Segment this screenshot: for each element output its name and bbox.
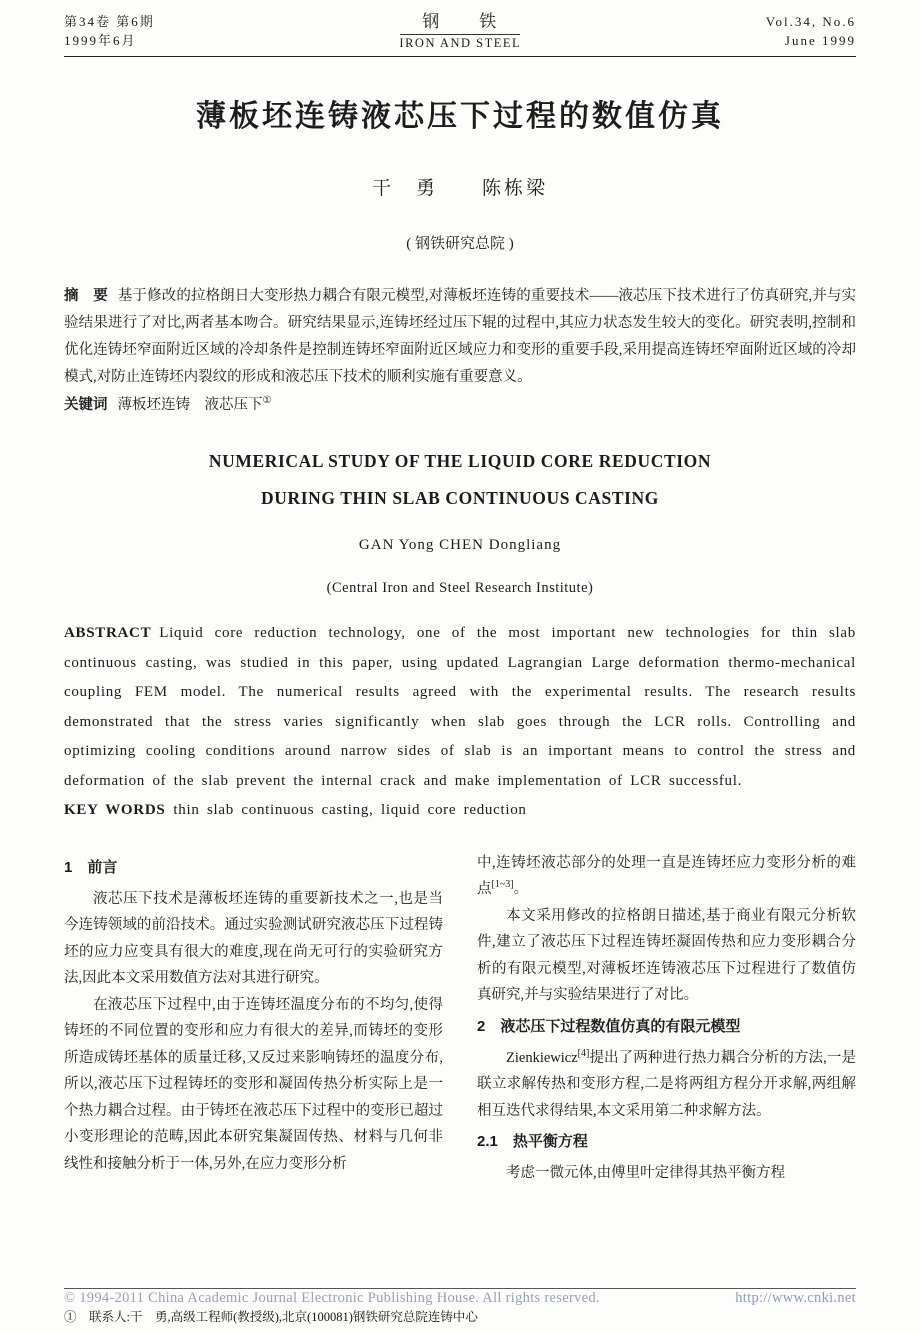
section-2-1-heading: 2.1 热平衡方程 bbox=[477, 1133, 588, 1150]
header-rule bbox=[64, 56, 856, 57]
abstract-cn-text: 基于修改的拉格朗日大变形热力耦合有限元模型,对薄板坯连铸的重要技术——液芯压下技术进行了仿真研究,并与实验结果进行了对比,两者基本吻合。研究结果显示,连铸坯经过压下辊的过程中,其应力状态发生较大的变化。研究表明,控制和优化连铸坯窄面附近区域的冷却条件是控制连铸坯窄面附近区域应力和变形的重要手段,采用提高连铸坯窄面附近区域的冷却模式,对防止连铸坯内裂纹的形成和液芯压下技术的顺利实施有重要意义。 bbox=[64, 288, 857, 385]
page-footer bbox=[64, 1288, 856, 1326]
journal-title-en: IRON AND STEEL bbox=[399, 36, 522, 50]
header-left bbox=[64, 12, 155, 50]
watermark-url: http://www.cnki.net bbox=[735, 1290, 856, 1306]
authors-en: GAN Yong CHEN Dongliang bbox=[358, 537, 562, 553]
contact-footnote: ① 联系人:干 勇,高级工程师(教授级),北京(100081)钢铁研究总院连铸中心 bbox=[64, 1310, 478, 1324]
affiliation-cn: ( 钢铁研究总院 ) bbox=[406, 236, 514, 252]
abstract-en-label: ABSTRACT bbox=[64, 625, 152, 641]
affiliation-en: (Central Iron and Steel Research Institute) bbox=[326, 580, 594, 596]
paragraph-s2-p1-text: 提出了两种进行热力耦合分析的方法,一是联立求解传热和变形方程,二是将两组方程分开求解,两组解相互迭代求得结果,本文采用第二种求解方法。 bbox=[477, 1049, 856, 1119]
keywords-en bbox=[64, 796, 856, 826]
paragraph-s1-p3 bbox=[477, 850, 856, 903]
header-right bbox=[766, 12, 856, 50]
paragraph-s1-p3-end: 。 bbox=[513, 881, 529, 897]
body-columns bbox=[64, 850, 856, 1187]
journal-header bbox=[64, 10, 856, 51]
paragraph-s1-p3-text: 中,连铸坯液芯部分的处理一直是连铸坯应力变形分析的难点 bbox=[477, 854, 856, 897]
abstract-cn bbox=[64, 283, 856, 391]
paragraph-s2-p1-author: Zienkiewicz bbox=[506, 1049, 578, 1066]
abstract-cn-label: 摘 要 bbox=[64, 288, 108, 304]
journal-title-cn: 钢 铁 bbox=[422, 12, 499, 31]
article-title-en bbox=[64, 443, 856, 517]
cnki-watermark bbox=[64, 1290, 856, 1307]
footnote-ref-mark: ① bbox=[262, 395, 272, 407]
citation-ref-4: [4] bbox=[577, 1047, 590, 1059]
article-title-cn: 薄板坯连铸液芯压下过程的数值仿真 bbox=[196, 100, 724, 133]
paragraph-s1-p2: 在液芯压下过程中,由于连铸坯温度分布的不均匀,使得铸坯的不同位置的变形和应力有很大的差异,而铸坯的变形所造成铸坯基体的质量迁移,又反过来影响铸坯的温度分布,所以,液芯压下过程铸坯的变形和凝固传热分析实际上是一个热力耦合过程。由于铸坯在液芯压下过程中的变形已超过小变形理论的范畴,因此本研究集凝固传热、材料与几何非线性和接触分析于一体,另外,在应力变形分析 bbox=[64, 996, 443, 1172]
header-date-en: June 1999 bbox=[784, 33, 856, 48]
section-2-heading: 2 液芯压下过程数值仿真的有限元模型 bbox=[477, 1017, 741, 1035]
section-1-heading: 1 前言 bbox=[64, 858, 118, 876]
right-column bbox=[477, 850, 856, 1187]
keywords-cn bbox=[64, 392, 856, 419]
paragraph-s21-p1: 考虑一微元体,由傅里叶定律得其热平衡方程 bbox=[506, 1165, 786, 1181]
keywords-cn-label: 关键词 bbox=[64, 397, 108, 413]
watermark-text: © 1994-2011 China Academic Journal Electronic Publishing House. All rights reserved. bbox=[64, 1290, 600, 1306]
header-volume-cn: 第34卷 第6期 bbox=[64, 14, 155, 29]
abstract-en-text: Liquid core reduction technology, one of the most important new technologies for thin slab continuous casting, was studied in this paper, using updated Lagrangian Large deformation thermo-mechanical coupling FEM model. The numerical results agreed with the experimental results. The research results demonstrated that the stress varies significantly when slab goes through the LCR rolls. Controlling and optimizing cooling conditions around narrow sides of slab is an important means to control the stress and deformation of the slab prevent the internal crack and make implementation of LCR successful. bbox=[64, 625, 856, 789]
footnote-rule bbox=[64, 1288, 856, 1289]
keywords-en-text: thin slab continuous casting, liquid core reduction bbox=[173, 802, 527, 818]
paragraph-s1-p4: 本文采用修改的拉格朗日描述,基于商业有限元分析软件,建立了液芯压下过程连铸坯凝固传热和应力变形耦合分析的有限元模型,对薄板坯连铸液芯压下过程进行了数值仿真研究,并与实验结果进行了对比。 bbox=[477, 907, 856, 1003]
paragraph-s2-p1 bbox=[477, 1045, 856, 1125]
article-title-en-line2: DURING THIN SLAB CONTINUOUS CASTING bbox=[261, 488, 659, 508]
authors-cn: 干 勇 陈栋梁 bbox=[371, 178, 548, 199]
header-date-cn: 1999年6月 bbox=[64, 33, 137, 48]
keywords-en-label: KEY WORDS bbox=[64, 802, 166, 818]
header-center bbox=[399, 12, 521, 51]
header-volume-en: Vol.34, No.6 bbox=[765, 14, 856, 29]
journal-title-divider bbox=[400, 34, 520, 35]
keywords-cn-text: 薄板坯连铸 液芯压下 bbox=[117, 397, 263, 413]
abstract-en bbox=[64, 619, 856, 796]
article-title-en-line1: NUMERICAL STUDY OF THE LIQUID CORE REDUCTION bbox=[208, 451, 712, 471]
left-column bbox=[64, 850, 443, 1187]
paragraph-s1-p1: 液芯压下技术是薄板坯连铸的重要新技术之一,也是当今连铸领域的前沿技术。通过实验测试研究液芯压下过程铸坯的应力应变具有很大的难度,现在尚无可行的实验研究方法,因此本文采用数值方法对其进行研究。 bbox=[64, 890, 443, 986]
citation-ref-1-3: [1~3] bbox=[491, 879, 514, 891]
